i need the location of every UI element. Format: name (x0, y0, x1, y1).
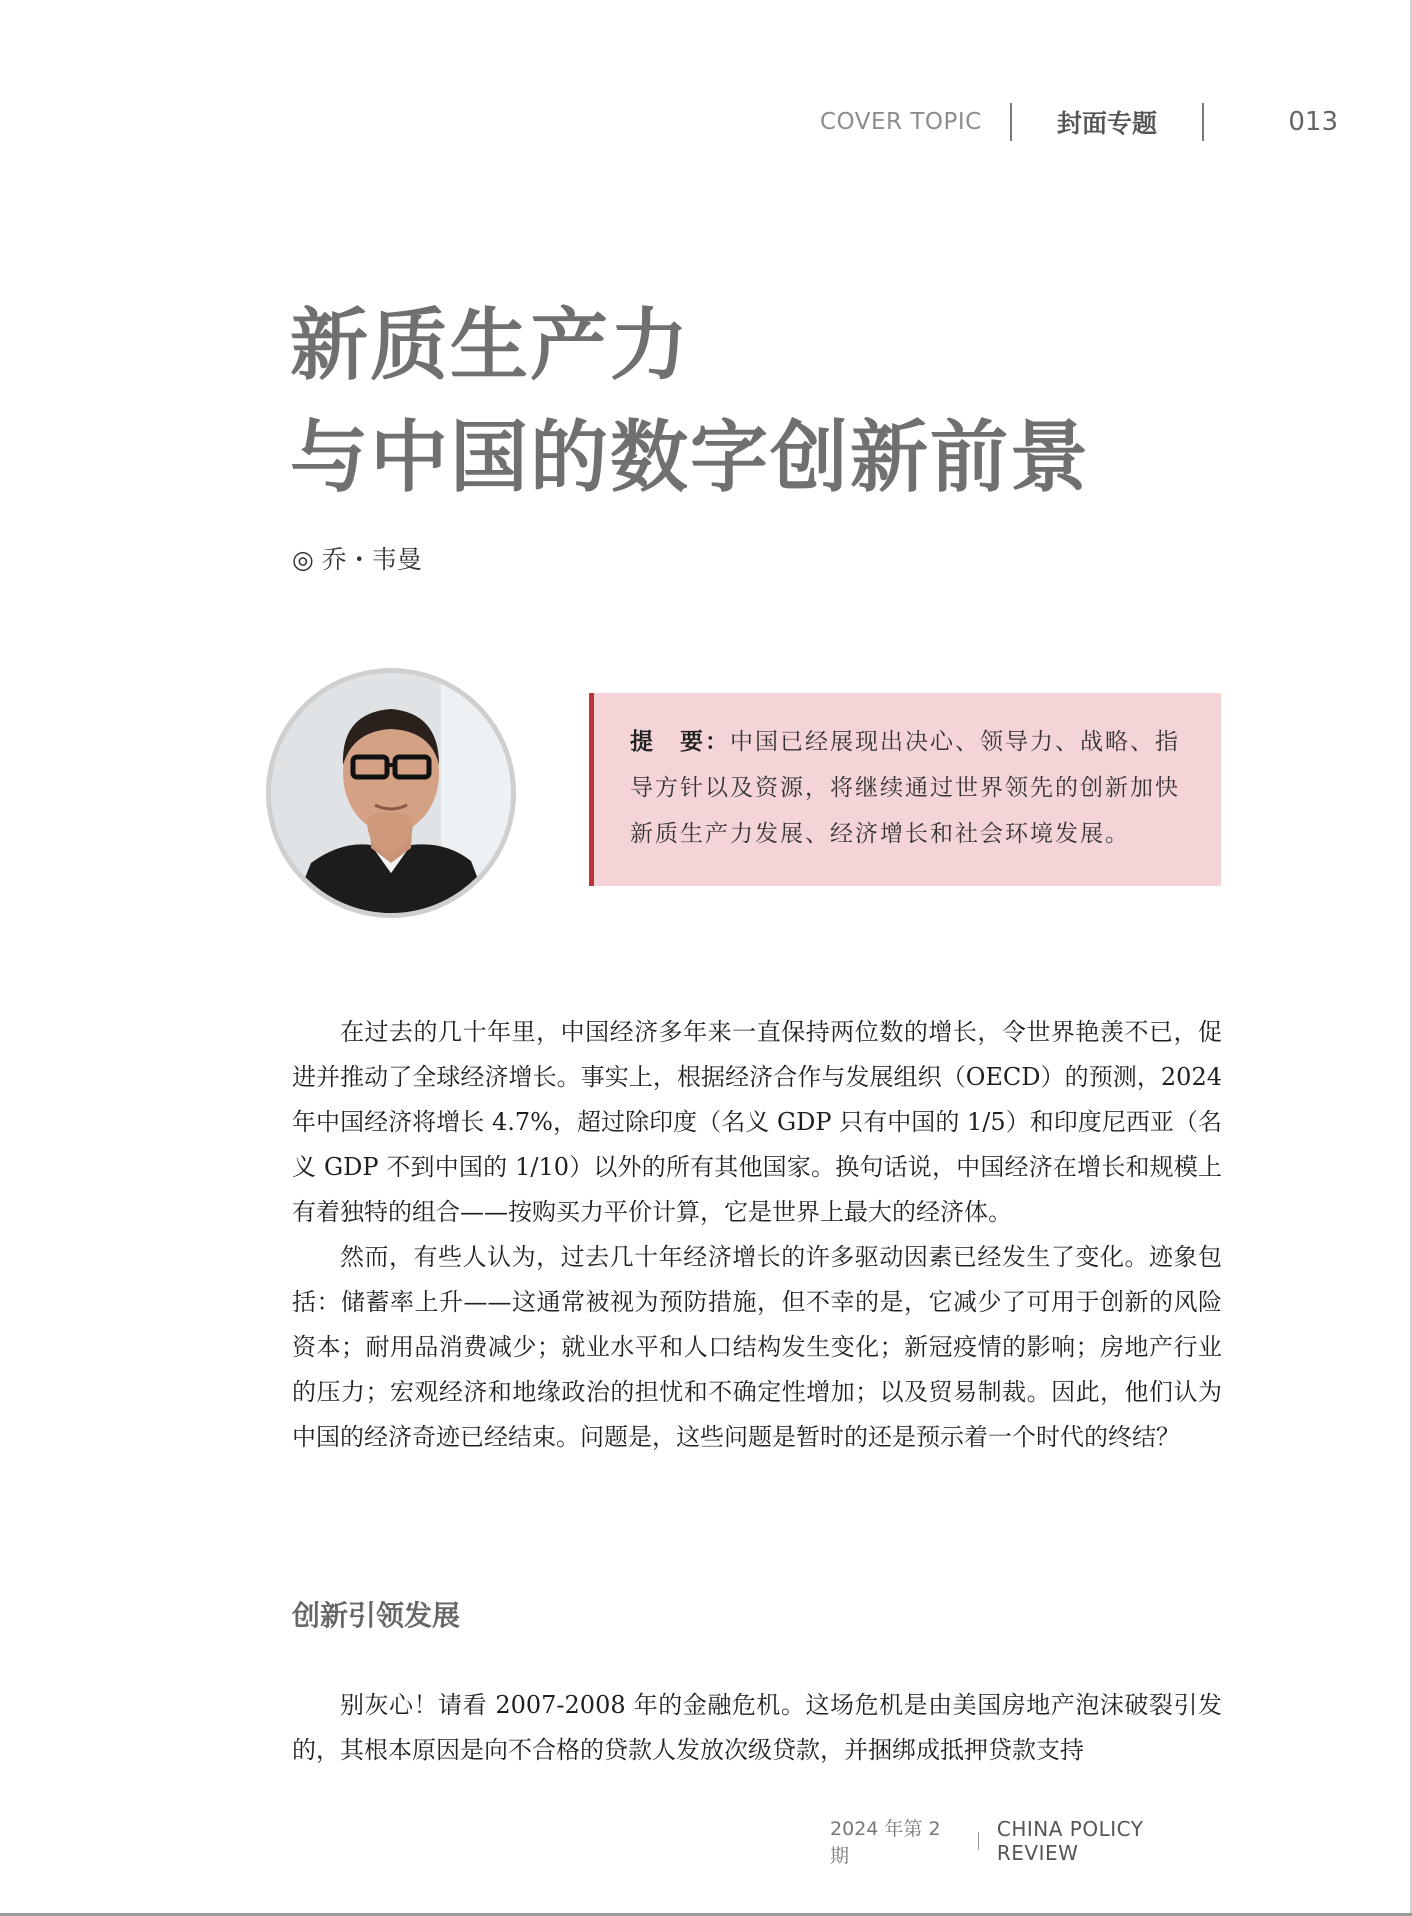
article-title (290, 290, 1190, 514)
author-portrait (266, 668, 516, 918)
journal-name: CHINA POLICY REVIEW (996, 1817, 1144, 1865)
footer-divider (978, 1832, 979, 1850)
author-byline: ◎ 乔・韦曼 (292, 545, 422, 574)
section-label-cn: 封面专题 (1056, 109, 1157, 138)
abstract-label: 提 要： (630, 728, 730, 755)
body-paragraph: 别灰心！请看 2007-2008 年的金融危机。这场危机是由美国房地产泡沫破裂引发的，其根本原因是向不合格的贷款人发放次级贷款，并捆绑成抵押贷款支持 (292, 1691, 1222, 1764)
abstract-box (589, 693, 1221, 886)
article-body-continued (292, 1683, 1222, 1773)
running-header (820, 100, 1340, 144)
section-label-en: COVER TOPIC (820, 109, 982, 135)
article-body (292, 1010, 1222, 1460)
page-footer (830, 1814, 1222, 1868)
body-paragraph: 在过去的几十年里，中国经济多年来一直保持两位数的增长，令世界艳羡不已，促进并推动了全球经济增长。事实上，根据经济合作与发展组织（OECD）的预测，2024 年中国经济将增长 4.7%，超过除印度（名义 GDP 只有中国的 1/5）和印度尼西亚（名义 GDP 不到中国的 1/10）以外的所有其他国家。换句话说，中国经济在增长和规模上有着独特的组合——按购买力平价计算，它是世界上最大的经济体。 (292, 1018, 1222, 1226)
page-number: 013 (1288, 107, 1338, 137)
issue-label: 2024 年第 2 期 (830, 1818, 941, 1867)
title-line-2: 与中国的数字创新前景 (290, 412, 1091, 503)
abstract-text: 中国已经展现出决心、领导力、战略、指导方针以及资源，将继续通过世界领先的创新加快新质生产力发展、经济增长和社会环境发展。 (630, 729, 1180, 847)
section-heading: 创新引领发展 (292, 1599, 461, 1632)
title-line-1: 新质生产力 (290, 300, 691, 391)
body-paragraph: 然而，有些人认为，过去几十年经济增长的许多驱动因素已经发生了变化。迹象包括：储蓄率上升——这通常被视为预防措施，但不幸的是，它减少了可用于创新的风险资本；耐用品消费减少；就业水平和人口结构发生变化；新冠疫情的影响；房地产行业的压力；宏观经济和地缘政治的担忧和不确定性增加；以及贸易制裁。因此，他们认为中国的经济奇迹已经结束。问题是，这些问题是暂时的还是预示着一个时代的终结？ (292, 1243, 1222, 1451)
